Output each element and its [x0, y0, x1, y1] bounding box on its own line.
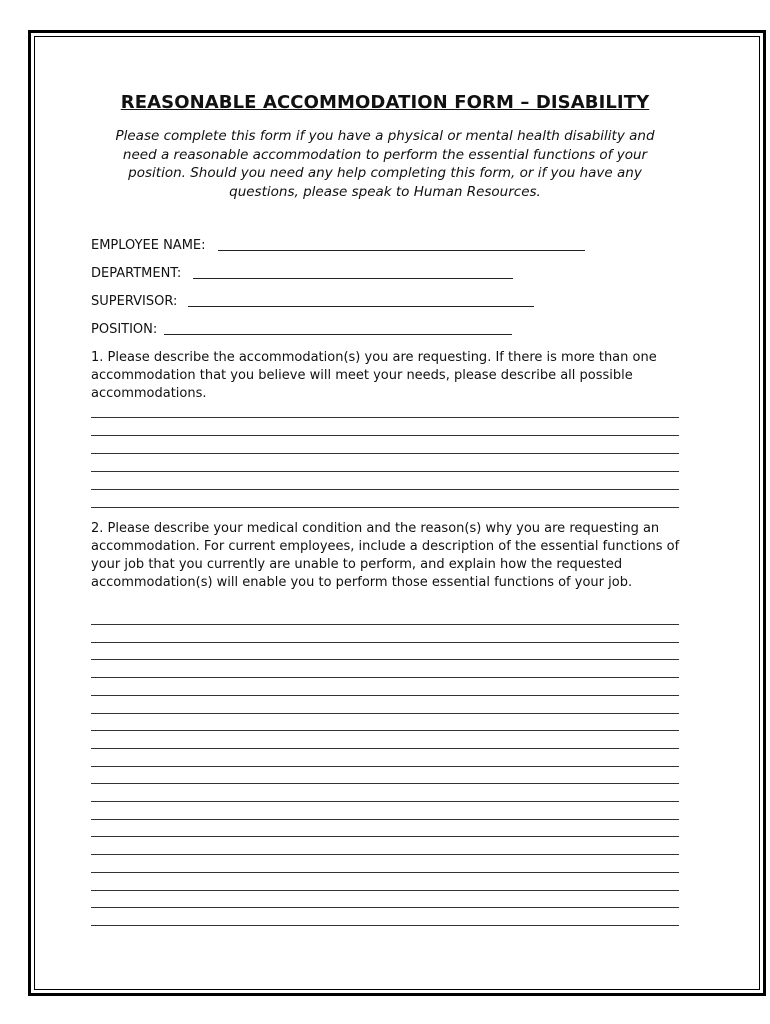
department-field	[91, 265, 181, 283]
supervisor-field	[91, 293, 177, 311]
employee-name-field	[91, 237, 206, 255]
answer-line[interactable]	[91, 783, 679, 784]
form-title: REASONABLE ACCOMMODATION FORM – DISABILITY	[120, 92, 650, 113]
answer-line[interactable]	[91, 713, 679, 714]
answer-line[interactable]	[91, 489, 679, 490]
position-field	[91, 321, 157, 339]
department-label: DEPARTMENT:	[91, 266, 182, 281]
answer-line[interactable]	[91, 677, 679, 678]
answer-line[interactable]	[91, 507, 679, 508]
answer-line[interactable]	[91, 801, 679, 802]
question-1-text: 1. Please describe the accommodation(s) you are requesting. If there is more than one accommodation that you believe will meet your needs, please describe all possible accommodations.	[91, 350, 657, 401]
answer-line[interactable]	[91, 453, 679, 454]
answer-line[interactable]	[91, 766, 679, 767]
answer-line[interactable]	[91, 748, 679, 749]
form-instructions: Please complete this form if you have a physical or mental health disability and need a reasonable accommodation to perform the essential functions of your position. Should you need any help completing this form, or if you have any questions, please speak to Human Resources.	[115, 128, 655, 200]
answer-line[interactable]	[91, 417, 679, 418]
supervisor-label: SUPERVISOR:	[91, 294, 178, 309]
answer-line[interactable]	[91, 659, 679, 660]
supervisor-blank[interactable]	[188, 306, 534, 307]
position-blank[interactable]	[164, 334, 512, 335]
answer-line[interactable]	[91, 624, 679, 625]
employee-name-label: EMPLOYEE NAME:	[91, 238, 206, 253]
answer-line[interactable]	[91, 471, 679, 472]
answer-line[interactable]	[91, 836, 679, 837]
answer-line[interactable]	[91, 872, 679, 873]
answer-line[interactable]	[91, 435, 679, 436]
answer-line[interactable]	[91, 854, 679, 855]
position-label: POSITION:	[91, 322, 158, 337]
answer-line[interactable]	[91, 925, 679, 926]
answer-line[interactable]	[91, 890, 679, 891]
employee-name-blank[interactable]	[218, 250, 585, 251]
answer-line[interactable]	[91, 642, 679, 643]
answer-line[interactable]	[91, 907, 679, 908]
answer-line[interactable]	[91, 695, 679, 696]
answer-line[interactable]	[91, 730, 679, 731]
answer-line[interactable]	[91, 819, 679, 820]
department-blank[interactable]	[193, 278, 513, 279]
question-2-text: 2. Please describe your medical condition and the reason(s) why you are requesting an accommodation. For current employees, include a description of the essential functions of your job that you currently are unable to perform, and explain how the requested accommodation(s) will enable you to perform those essential functions of your job.	[91, 521, 680, 590]
